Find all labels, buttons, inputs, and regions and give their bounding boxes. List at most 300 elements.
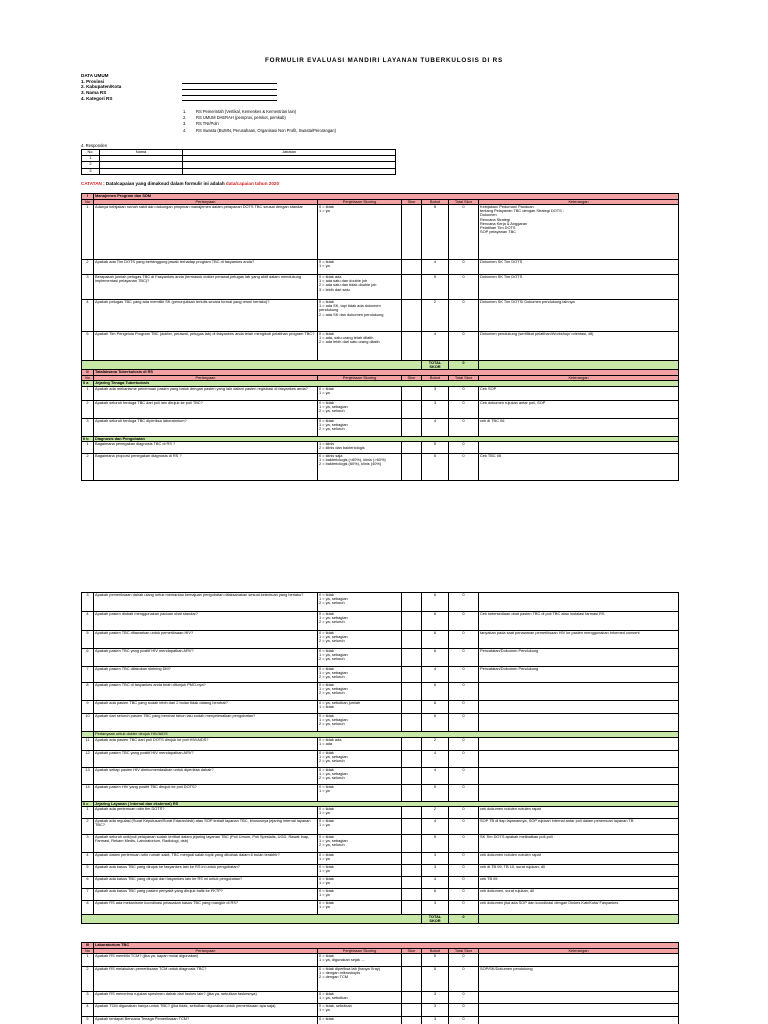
question-no: 2 <box>82 400 94 418</box>
question-no: 8 <box>82 683 94 701</box>
score-input[interactable] <box>402 442 422 454</box>
total-score: 0 <box>449 400 479 418</box>
question-row <box>82 205 679 260</box>
field-kategori-input[interactable] <box>182 96 277 101</box>
field-kategori-label: 4. Kategori RS <box>81 95 113 101</box>
weight: 3 <box>422 901 449 915</box>
question-no: 9 <box>82 701 94 714</box>
remarks: Dokumen SK Tim DOTS/ Dokumen pendukung lainnya <box>479 300 679 332</box>
catatan-note <box>81 181 279 186</box>
question-text: Apakah terdapat Bencana Tenaga Pemeriksaan TCM? <box>94 1017 318 1024</box>
scoring-explanation: 0 = tidak 1 = ada, satu orang telah dilatih 2 = ada lebih dari satu orang dilatih <box>318 332 402 361</box>
header-bobot: Bobot <box>422 948 449 954</box>
question-no: 3 <box>82 418 94 436</box>
scoring-explanation: 0 = tidak, sebutkan 1 = ya <box>318 1004 402 1017</box>
total-spacer <box>82 915 422 924</box>
header-no: No <box>82 375 94 381</box>
total-score: 0 <box>449 967 479 992</box>
kategori-item: 2. RS UMUM DAERAH (pemprov, pemkot, pemkab) <box>183 115 286 121</box>
scoring-explanation: 0 = tidak 1 = ada SK, tapi tidak ada dokumen pendukung 2 = ada SK dan dokumen pendukung <box>318 300 402 332</box>
remarks: Pencatatan/Dokumen Pendukung <box>479 649 679 667</box>
question-text: Apakah ada Tim DOTS yang bertanggung jawab terhadap program TBC di fasyankes anda? <box>94 260 318 275</box>
question-text: Apakah setiap pasien HIV direkomendasikan untuk diperiksa dahak? <box>94 767 318 784</box>
responden-header-jabatan: Jabatan <box>183 150 396 156</box>
question-no: 5 <box>82 1017 94 1024</box>
scoring-explanation: 0 = tidak 1 = ya <box>318 853 402 865</box>
remarks: Cek ketersediaan obat pasien TBC di poli TBC atau instalasi farmasi RS <box>479 612 679 631</box>
question-row <box>82 714 679 732</box>
subsection-code: II b <box>82 436 94 442</box>
scoring-explanation: 0 = tidak 1 = ya <box>318 901 402 915</box>
question-text: Apakah RS menerima rujukan spesimen dahak dari faskes lain? (jika ya, sebutkan faskesnya) <box>94 992 318 1004</box>
question-row <box>82 1017 679 1024</box>
section-number: I <box>82 194 94 200</box>
scoring-explanation: 0 = tidak 1 = ya, digunakan sejak .... <box>318 954 402 967</box>
score-input[interactable] <box>402 332 422 361</box>
weight: 5 <box>422 275 449 300</box>
question-row <box>82 737 679 750</box>
question-no: 7 <box>82 667 94 683</box>
remarks: Dokumen pendukung (sertifikat pelatihan/Workshop/ orientasi, dll) <box>479 332 679 361</box>
question-row <box>82 1004 679 1017</box>
weight: 2 <box>422 807 449 819</box>
scoring-explanation: 1 = klinis 2 = klinis dan bakteriologis <box>318 442 402 454</box>
weight: 6 <box>422 683 449 701</box>
scoring-explanation: 0 = tidak 1 = ya, sebagian 2 = ya, seluruh <box>318 683 402 701</box>
header-total-skor: Total Skor <box>449 199 479 205</box>
question-row <box>82 865 679 877</box>
scoring-explanation: 0 = tidak 1 = ya <box>318 807 402 819</box>
score-input[interactable] <box>402 807 422 819</box>
score-input[interactable] <box>402 954 422 967</box>
question-row <box>82 631 679 649</box>
score-input[interactable] <box>402 819 422 835</box>
question-no: 12 <box>82 750 94 767</box>
total-remarks <box>479 915 679 924</box>
total-score: 0 <box>449 454 479 481</box>
question-text: Apakah pasien TBC di fasyankes anda telah ditunjuk PMO-nya? <box>94 683 318 701</box>
score-input[interactable] <box>402 784 422 801</box>
question-text: Bagaimana proporsi penegakan diagnosis di RS ? <box>94 454 318 481</box>
total-label: TOTAL SKOR <box>422 361 449 370</box>
question-text: Apakah dari seluruh pasien TBC yang berobat tahun lalu sudah menyelesaikan pengobatan? <box>94 714 318 732</box>
scoring-explanation: 0 = tidak 1 = ya, sebutkan <box>318 992 402 1004</box>
section-title: Laboratorium TBC <box>94 943 679 949</box>
section-1-table <box>81 193 679 370</box>
question-row <box>82 593 679 612</box>
question-text: Apakah dalam pertemuan rutin rumah sakit, TBC menjadi salah topik yang dibahas dalam 6 bulan terakhir? <box>94 853 318 865</box>
total-score: 0 <box>449 1004 479 1017</box>
weight: 4 <box>422 332 449 361</box>
remarks: SOP/SK/Dokumen pendukung <box>479 967 679 992</box>
question-text: Apakah pasien diobati menggunakan paduan obat standar? <box>94 612 318 631</box>
total-row <box>82 915 679 924</box>
subsection-title: Jejaring Layanan ( Internal dan eksternal) RS <box>94 801 679 807</box>
field-kabupaten-label: 2. Kabupaten/Kota <box>81 84 122 90</box>
question-row <box>82 750 679 767</box>
scoring-explanation: 0 = tidak 1 = ya <box>318 865 402 877</box>
weight: 6 <box>422 649 449 667</box>
kategori-item: 4. RS Swasta (BUMN, Perusahaan, Organisasi Non Profit, Swasta/Perorangan) <box>183 127 336 133</box>
subsection-title: Jejaring Tenaga Tuberkulosis <box>94 381 679 387</box>
total-score: 0 <box>449 418 479 436</box>
question-no: 10 <box>82 714 94 732</box>
question-no: 2 <box>82 260 94 275</box>
total-score: 0 <box>449 631 479 649</box>
score-input[interactable] <box>402 1017 422 1024</box>
weight: 4 <box>422 819 449 835</box>
weight: 4 <box>422 877 449 889</box>
score-input[interactable] <box>402 300 422 332</box>
section-title: Manajemen Program dan SDM <box>94 194 679 200</box>
scoring-explanation: 0 = tidak 1 = ya <box>318 819 402 835</box>
remarks: SOP TB di tiap layanannya, SOP rujukan internal antar poli dalam penemuan layanan TB <box>479 819 679 835</box>
total-score: 0 <box>449 767 479 784</box>
remarks: cek dokumen notulen notulen rapat <box>479 807 679 819</box>
score-input[interactable] <box>402 205 422 260</box>
total-score: 0 <box>449 667 479 683</box>
scoring-explanation: 0 = tidak <box>318 1017 402 1024</box>
question-no: 14 <box>82 784 94 801</box>
question-row <box>82 901 679 915</box>
question-no: 6 <box>82 877 94 889</box>
remarks <box>479 593 679 612</box>
question-no: 5 <box>82 332 94 361</box>
total-score: 0 <box>449 386 479 400</box>
score-input[interactable] <box>402 737 422 750</box>
question-text: Apakah pasien TBC yang positif HIV mendapatkan ARV? <box>94 750 318 767</box>
catatan-label: CATATAN <box>81 181 102 186</box>
header-penjelasan: Penjelasan Skoring <box>318 948 402 954</box>
question-text: Apakah seluruh unit/poli pelayanan sudah terlibat dalam jejaring layanan TBC (Poli Umum, Poli Spesialis, UGD, Rawat Inap, Farmasi, Rekam Medis, Laboratorium, Radiologi, dsb) <box>94 835 318 853</box>
score-input[interactable] <box>402 260 422 275</box>
total-score: 0 <box>449 1017 479 1024</box>
score-input[interactable] <box>402 612 422 631</box>
question-text: Apakah RS ada mekanisme koordinasi pelacakan kasus TBC yang mangkir di RS? <box>94 901 318 915</box>
weight: 4 <box>422 418 449 436</box>
question-text: Adanya kebijakan rumah sakit dan dukungan pimpinan manajemen dalam pelayanan DOTS TBC seusai dengan standar <box>94 205 318 260</box>
total-score: 0 <box>449 954 479 967</box>
score-input[interactable] <box>402 767 422 784</box>
score-input[interactable] <box>402 853 422 865</box>
scoring-explanation: 0 = ya, sebutkan jumlah 1 = tidak <box>318 701 402 714</box>
header-skor: Skor <box>402 375 422 381</box>
remarks: Kebijakan/ Pedoman/ Panduan tentang Pelayanan TBC dengan Strategi DOTS : Dokumen Rencana Strategi Rencana Kerja & Anggaran Pelatihan Tim DOTS SOP pelayanan TBC <box>479 205 679 260</box>
weight: 5 <box>422 835 449 853</box>
question-no: 3 <box>82 992 94 1004</box>
section-number: II <box>82 370 94 376</box>
question-row <box>82 819 679 835</box>
data-umum <box>81 73 277 101</box>
subsection-code: II c <box>82 801 94 807</box>
total-score: 0 <box>449 807 479 819</box>
score-input[interactable] <box>402 667 422 683</box>
field-provinsi-input[interactable] <box>182 79 277 84</box>
scoring-explanation: 0 = tidak 1 = ya <box>318 260 402 275</box>
question-text: Apakah ada kasus TBC yang dirujuk dari fasyankes lain ke RS ini untuk pengobatan? <box>94 877 318 889</box>
weight: 3 <box>422 992 449 1004</box>
question-row <box>82 667 679 683</box>
scoring-explanation: 0 = tidak ada 1 = ada <box>318 737 402 750</box>
score-input[interactable] <box>402 275 422 300</box>
score-input[interactable] <box>402 750 422 767</box>
question-no: 1 <box>82 807 94 819</box>
score-input[interactable] <box>402 701 422 714</box>
remarks: cek dokumen, surat rujukan, dll <box>479 889 679 901</box>
remarks <box>479 1004 679 1017</box>
question-row <box>82 967 679 992</box>
kategori-list <box>183 109 336 134</box>
total-score: 0 <box>449 877 479 889</box>
score-input[interactable] <box>402 418 422 436</box>
scoring-explanation: 0 = tidak 1 = ya, sebagian 2 = ya, seluruh <box>318 631 402 649</box>
question-row <box>82 807 679 819</box>
scoring-explanation: 0 = tidak 1 = ya, sebagian 2 = ya, seluruh <box>318 593 402 612</box>
score-input[interactable] <box>402 967 422 992</box>
question-row <box>82 386 679 400</box>
question-row <box>82 332 679 361</box>
subsection-code: II a <box>82 381 94 387</box>
header-skor: Skor <box>402 948 422 954</box>
question-row <box>82 701 679 714</box>
scoring-explanation: 0 = tidak 1 = ya, sebagian 2 = ya, seluruh <box>318 418 402 436</box>
question-row <box>82 683 679 701</box>
question-text: Apakah ada pasien TBC dari poli DOTS dirujuk ke poli HIV/AIDS? <box>94 737 318 750</box>
remarks <box>479 1017 679 1024</box>
total-score: 0 <box>449 612 479 631</box>
score-input[interactable] <box>402 593 422 612</box>
total-score: 0 <box>449 275 479 300</box>
question-text: Apakah pasien TBC ditawarkan untuk pemeriksaan HIV? <box>94 631 318 649</box>
remarks: cek di TB 09, TB 10, surat rujukan, dll <box>479 865 679 877</box>
remarks: cek dokumen notulen notulen rapat <box>479 853 679 865</box>
score-input[interactable] <box>402 454 422 481</box>
total-score: 0 <box>449 853 479 865</box>
score-input[interactable] <box>402 901 422 915</box>
score-input[interactable] <box>402 400 422 418</box>
weight: 3 <box>422 1004 449 1017</box>
score-input[interactable] <box>402 714 422 732</box>
field-nama-rs-input[interactable] <box>182 90 277 95</box>
total-score: 0 <box>449 992 479 1004</box>
question-text: Apakah seluruh terduga TBC diperiksa laboratorium? <box>94 418 318 436</box>
score-input[interactable] <box>402 992 422 1004</box>
question-no: 1 <box>82 954 94 967</box>
total-score: 0 <box>449 683 479 701</box>
question-no: 8 <box>82 901 94 915</box>
question-no: 2 <box>82 967 94 992</box>
score-input[interactable] <box>402 889 422 901</box>
weight: 5 <box>422 954 449 967</box>
weight: 6 <box>422 612 449 631</box>
weight: 5 <box>422 784 449 801</box>
weight: 4 <box>422 260 449 275</box>
question-no: 2 <box>82 819 94 835</box>
weight: 6 <box>422 701 449 714</box>
score-input[interactable] <box>402 386 422 400</box>
total-score: 0 <box>449 332 479 361</box>
field-nama-rs-label: 3. Nama RS <box>81 89 107 95</box>
total-score: 0 <box>449 205 479 260</box>
remarks: cek di TBC 06 <box>479 418 679 436</box>
remarks: Cek TBC 06 <box>479 454 679 481</box>
weight: 5 <box>422 442 449 454</box>
score-input[interactable] <box>402 835 422 853</box>
question-row <box>82 649 679 667</box>
total-score: 0 <box>449 865 479 877</box>
header-penjelasan: Penjelasan Skoring <box>318 199 402 205</box>
scoring-explanation: 0 = tidak 1 = ya, sebagian 2 = ya, seluruh <box>318 667 402 683</box>
responden-header-nama: Nama <box>100 150 183 156</box>
score-input[interactable] <box>402 683 422 701</box>
remarks: Cek SOP <box>479 386 679 400</box>
remarks <box>479 992 679 1004</box>
question-no: 1 <box>82 205 94 260</box>
form-title: FORMULIR EVALUASI MANDIRI LAYANAN TUBERKULOSIS DI RS <box>265 57 503 64</box>
question-row <box>82 784 679 801</box>
header-pertanyaan: Pertanyaan <box>94 199 318 205</box>
total-score: 0 <box>449 649 479 667</box>
question-text: Apakah RS melakukan pemeriksaan TCM untuk diagnosis TBC? <box>94 967 318 992</box>
question-text: Apakah ada mekanisme penemuan pasien yang batuk dengan pasien yang lain dalam pasien registrasi di fasyankes anda? <box>94 386 318 400</box>
question-row <box>82 442 679 454</box>
header-total-skor: Total Skor <box>449 948 479 954</box>
remarks: SK Tim DOTS apakah melibatkan poli-poli . <box>479 835 679 853</box>
weight: 5 <box>422 205 449 260</box>
question-row <box>82 835 679 853</box>
responden-row: 1 <box>82 156 396 162</box>
scoring-explanation: 0 = tidak 1 = ya, sebagian 2 = ya, seluruh <box>318 400 402 418</box>
question-no: 7 <box>82 889 94 901</box>
question-text: Apakah ada pasien TBC yang sudah lebih dari 2 bulan tidak datang berobat? <box>94 701 318 714</box>
remarks <box>479 442 679 454</box>
weight: 5 <box>422 454 449 481</box>
remarks: Dokumen SK Tim DOTS <box>479 275 679 300</box>
weight: 3 <box>422 865 449 877</box>
scoring-explanation: 0 = tidak 1 = ya <box>318 784 402 801</box>
question-text: Apakah ada kasus TBC yang dirujuk ke fasyankes lain ke RS ini untuk pengobatan? <box>94 865 318 877</box>
question-row <box>82 454 679 481</box>
weight: 6 <box>422 889 449 901</box>
responden-table <box>81 149 396 175</box>
header-skor: Skor <box>402 199 422 205</box>
weight: 3 <box>422 853 449 865</box>
weight: 3 <box>422 1017 449 1024</box>
remarks: Cek dokumen rujukan antar poli, SOP <box>479 400 679 418</box>
score-input[interactable] <box>402 649 422 667</box>
question-text: Apakah RS memiliki TCM? (jika ya, kapan mulai digunakan) <box>94 954 318 967</box>
total-score: 0 <box>449 737 479 750</box>
question-text: Apakah pasien HIV yang positif TBC dirujuk ke poli DOTS? <box>94 784 318 801</box>
weight: 4 <box>422 750 449 767</box>
question-row <box>82 889 679 901</box>
total-score: 0 <box>449 714 479 732</box>
question-row <box>82 260 679 275</box>
question-no: 3 <box>82 275 94 300</box>
weight: 6 <box>422 714 449 732</box>
question-row <box>82 767 679 784</box>
total-score: 0 <box>449 593 479 612</box>
kategori-item: 3. RS TNI/Polri <box>183 121 219 127</box>
question-text: Apakah TCM digunakan hanya untuk TBC? (jika tidak, sebutkan digunakan untuk pemeriksaan apa saja) <box>94 1004 318 1017</box>
scoring-explanation: 0 = tidak 1 = ya <box>318 889 402 901</box>
kategori-item: 1. RS Pemerintah (Vertikal, Kemenkes & Kementrian lain) <box>183 109 297 114</box>
remarks <box>479 767 679 784</box>
scoring-explanation: 0 = tidak 1 = ya <box>318 877 402 889</box>
weight: 3 <box>422 386 449 400</box>
question-no: 4 <box>82 1004 94 1017</box>
total-score: 0 <box>449 819 479 835</box>
total-value: 0 <box>449 361 479 370</box>
total-score: 0 <box>449 750 479 767</box>
scoring-explanation: 0 = tidak 1 = ya <box>318 205 402 260</box>
responden-row: 2 <box>82 162 396 168</box>
weight: 2 <box>422 300 449 332</box>
header-pertanyaan: Pertanyaan <box>94 375 318 381</box>
scoring-explanation: 0 = tidak 1 = ya, sebagian 2 = ya, seluruh <box>318 835 402 853</box>
header-total-skor: Total Skor <box>449 375 479 381</box>
score-input[interactable] <box>402 1004 422 1017</box>
section-number: III <box>82 943 94 949</box>
question-row <box>82 954 679 967</box>
question-no: 5 <box>82 631 94 649</box>
question-no: 4 <box>82 612 94 631</box>
score-input[interactable] <box>402 865 422 877</box>
field-provinsi-label: 1. Provinsi <box>81 78 105 84</box>
responden-row: 3 <box>82 168 396 174</box>
scoring-explanation: 0 = tidak 1 = ya, sebagian 2 = ya, seluruh <box>318 714 402 732</box>
question-row <box>82 418 679 436</box>
question-row <box>82 877 679 889</box>
remarks <box>479 954 679 967</box>
weight: 5 <box>422 967 449 992</box>
question-no: 3 <box>82 593 94 612</box>
question-text: Apakah pasien TBC yang positif HIV mendapatkan ARV? <box>94 649 318 667</box>
question-row <box>82 612 679 631</box>
remarks <box>479 701 679 714</box>
scoring-explanation: 0 = tidak 1 = ya, sebagian 2 = ya, seluruh <box>318 750 402 767</box>
scoring-explanation: 0 = klinis saja 1 = bakteriologis (<60%), klinis (>60%) 2 = bakteriologis (60%), klinis (40%) <box>318 454 402 481</box>
question-text: Apakah pemeriksaan dahak ulang untuk memantau kemajuan pengobatan dilaksanakan sesuai ketentuan yang berlaku? <box>94 593 318 612</box>
total-score: 0 <box>449 260 479 275</box>
remarks: cek dokumen jika ada SOP dan koordinasi dengan Dinkes Kab/Kota/ Fasyankes <box>479 901 679 915</box>
question-group-title: Pertanyaan untuk dokter dirujuk HIV/AIDS <box>94 732 679 738</box>
remarks <box>479 784 679 801</box>
score-input[interactable] <box>402 631 422 649</box>
question-row <box>82 300 679 332</box>
section-title: Tatalaksana Tuberkulosis di RS <box>94 370 679 376</box>
score-input[interactable] <box>402 877 422 889</box>
question-text: Apakah ada regulasi (Surat Keputusan/Surat Edaran/dsb) atau SOP terkait layanan TBC, khususnya jejaring internal layanan TBC? <box>94 819 318 835</box>
responden-header-no: No. <box>82 150 100 156</box>
scoring-explanation: 0 = tidak 1 = ya <box>318 386 402 400</box>
total-score: 0 <box>449 442 479 454</box>
question-text: Apakah ada kasus TBC yang pasien penyakit yang dirujuk balik ke FKTP? <box>94 889 318 901</box>
remarks: Dokumen SK Tim DOTS <box>479 260 679 275</box>
question-row <box>82 992 679 1004</box>
weight: 3 <box>422 400 449 418</box>
scoring-explanation: 0 = tidak 1 = ya, sebagian 2 = ya, seluruh <box>318 612 402 631</box>
question-no: 1 <box>82 386 94 400</box>
responden-label: 4. Responden <box>81 143 108 148</box>
question-text: Berapakah jumlah petugas TBC di Fasyankes anda (termasuk dokter perawat,petugas lab yang aktif dalam mendukung implementasi pelayanan TBC)? <box>94 275 318 300</box>
remarks <box>479 737 679 750</box>
header-bobot: Bobot <box>422 199 449 205</box>
total-score: 0 <box>449 901 479 915</box>
question-no: 5 <box>82 865 94 877</box>
field-kabupaten-input[interactable] <box>182 85 277 90</box>
scoring-explanation: 0 = tidak diperiksa lab (hanya Xray) 1 = dengan mikroskopis 2 = dengan TCM <box>318 967 402 992</box>
